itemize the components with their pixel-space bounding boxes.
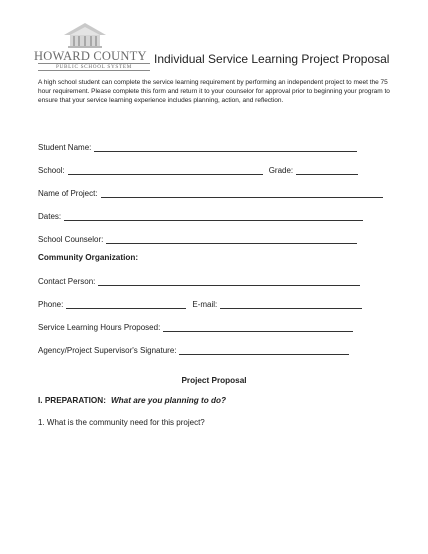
signature-label: Agency/Project Supervisor's Signature:	[38, 346, 177, 355]
grade-label: Grade:	[268, 166, 294, 175]
email-label: E-mail:	[192, 300, 218, 309]
counselor-field[interactable]	[106, 235, 357, 244]
question-1: 1. What is the community need for this project?	[38, 418, 205, 427]
project-name-row	[38, 187, 383, 198]
phone-field[interactable]	[66, 300, 186, 309]
school-system-logo	[34, 22, 152, 68]
preparation-label: I. PREPARATION:	[38, 396, 106, 405]
counselor-row	[38, 233, 357, 244]
project-name-label: Name of Project:	[38, 189, 98, 198]
student-name-label: Student Name:	[38, 143, 92, 152]
hours-label: Service Learning Hours Proposed:	[38, 323, 161, 332]
school-field[interactable]	[68, 166, 263, 175]
logo-name: HOWARD COUNTY	[34, 49, 147, 63]
grade-field[interactable]	[296, 166, 358, 175]
contact-person-row	[38, 275, 360, 286]
school-grade-row	[38, 164, 358, 175]
email-field[interactable]	[220, 300, 362, 309]
intro-paragraph: A high school student can complete the service learning requirement by performing an independent project to meet the 75 hour requirement. Please complete this form and return it to your counselor for approval prior to beginning your program to ensure that your service learning experience includes planning, action, and reflection.	[38, 79, 390, 105]
dates-field[interactable]	[64, 212, 363, 221]
contact-person-label: Contact Person:	[38, 277, 96, 286]
school-label: School:	[38, 166, 65, 175]
preparation-question: What are you planning to do?	[110, 396, 227, 405]
page-title: Individual Service Learning Project Proposal	[154, 52, 390, 66]
student-name-row	[38, 141, 357, 152]
student-name-field[interactable]	[94, 143, 357, 152]
signature-field[interactable]	[179, 346, 349, 355]
signature-row	[38, 344, 349, 355]
hours-field[interactable]	[163, 323, 353, 332]
community-heading: Community Organization:	[38, 253, 139, 262]
hours-row	[38, 321, 353, 332]
project-name-field[interactable]	[101, 189, 383, 198]
proposal-heading: Project Proposal	[181, 376, 247, 385]
phone-email-row	[38, 298, 362, 309]
dates-row	[38, 210, 363, 221]
building-icon	[60, 22, 110, 48]
phone-label: Phone:	[38, 300, 64, 309]
logo-subtitle: PUBLIC SCHOOL SYSTEM	[38, 63, 150, 71]
dates-label: Dates:	[38, 212, 62, 221]
preparation-heading	[38, 396, 226, 405]
counselor-label: School Counselor:	[38, 235, 104, 244]
contact-person-field[interactable]	[98, 277, 360, 286]
